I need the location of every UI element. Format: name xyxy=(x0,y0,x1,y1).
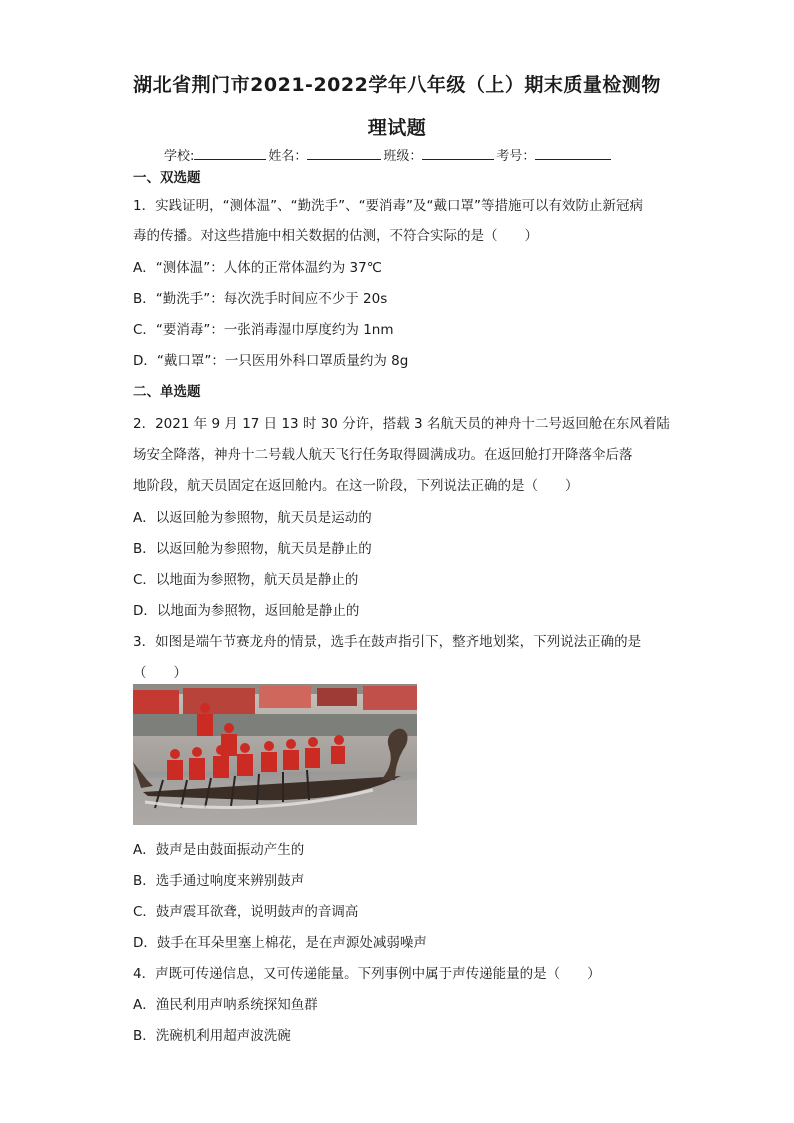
q4-option-a: A．渔民利用声呐系统探知鱼群 xyxy=(133,997,318,1013)
q3-option-d: D．鼓手在耳朵里塞上棉花，是在声源处减弱噪声 xyxy=(133,935,427,951)
q3-option-b: B．选手通过响度来辨别鼓声 xyxy=(133,873,305,889)
name-label: 姓名： xyxy=(268,149,308,164)
q2-option-d: D．以地面为参照物，返回舱是静止的 xyxy=(133,603,360,619)
q2-option-b: B．以返回舱为参照物，航天员是静止的 xyxy=(133,541,372,557)
q1-option-a: A．“测体温”：人体的正常体温约为 37℃ xyxy=(133,260,382,276)
q2-stem-line3: 地阶段，航天员固定在返回舱内。在这一阶段，下列说法正确的是（ ） xyxy=(133,478,579,494)
q3-stem-line1: 3．如图是端午节赛龙舟的情景，选手在鼓声指引下，整齐地划桨，下列说法正确的是 xyxy=(133,634,642,650)
exam-no-label: 考号： xyxy=(496,149,536,164)
q1-stem-line2: 毒的传播。对这些措施中相关数据的估测，不符合实际的是（ ） xyxy=(133,228,538,244)
q1-stem-line1: 1．实践证明，“测体温”、“勤洗手”、“要消毒”及“戴口罩”等措施可以有效防止新冠病 xyxy=(133,198,644,214)
section-heading-multi-choice: 一、双选题 xyxy=(133,170,201,186)
q1-option-d: D．“戴口罩”：一只医用外科口罩质量约为 8g xyxy=(133,353,409,369)
q2-option-c: C．以地面为参照物，航天员是静止的 xyxy=(133,572,359,588)
school-blank xyxy=(194,147,266,160)
q3-option-a: A．鼓声是由鼓面振动产生的 xyxy=(133,842,305,858)
class-label: 班级： xyxy=(383,149,423,164)
q3-stem-line2: （ ） xyxy=(133,665,187,681)
q1-option-b: B．“勤洗手”：每次洗手时间应不少于 20s xyxy=(133,291,388,307)
q2-stem-line2: 场安全降落，神舟十二号载人航天飞行任务取得圆满成功。在返回舱打开降落伞后落 xyxy=(133,447,633,463)
q1-option-c: C．“要消毒”：一张消毒湿巾厚度约为 1nm xyxy=(133,322,394,338)
exam-no-blank xyxy=(535,147,611,160)
q2-option-a: A．以返回舱为参照物，航天员是运动的 xyxy=(133,510,372,526)
q3-option-c: C．鼓声震耳欲聋，说明鼓声的音调高 xyxy=(133,904,359,920)
name-blank xyxy=(307,147,381,160)
section-heading-single-choice: 二、单选题 xyxy=(133,384,201,400)
q2-stem-line1: 2．2021 年 9 月 17 日 13 时 30 分许，搭载 3 名航天员的神舟十二号返回舱在东风着陆 xyxy=(133,416,670,432)
dragon-boat-photo xyxy=(133,684,417,825)
student-info-row xyxy=(164,145,613,164)
exam-title-line1: 湖北省荆门市2021-2022学年八年级（上）期末质量检测物 xyxy=(133,74,661,96)
q4-stem-line1: 4．声既可传递信息，又可传递能量。下列事例中属于声传递能量的是（ ） xyxy=(133,966,601,982)
class-blank xyxy=(422,147,494,160)
exam-title-line2: 理试题 xyxy=(367,117,427,139)
q4-option-b: B．洗碗机利用超声波洗碗 xyxy=(133,1028,291,1044)
school-label: 学校: xyxy=(164,149,195,164)
